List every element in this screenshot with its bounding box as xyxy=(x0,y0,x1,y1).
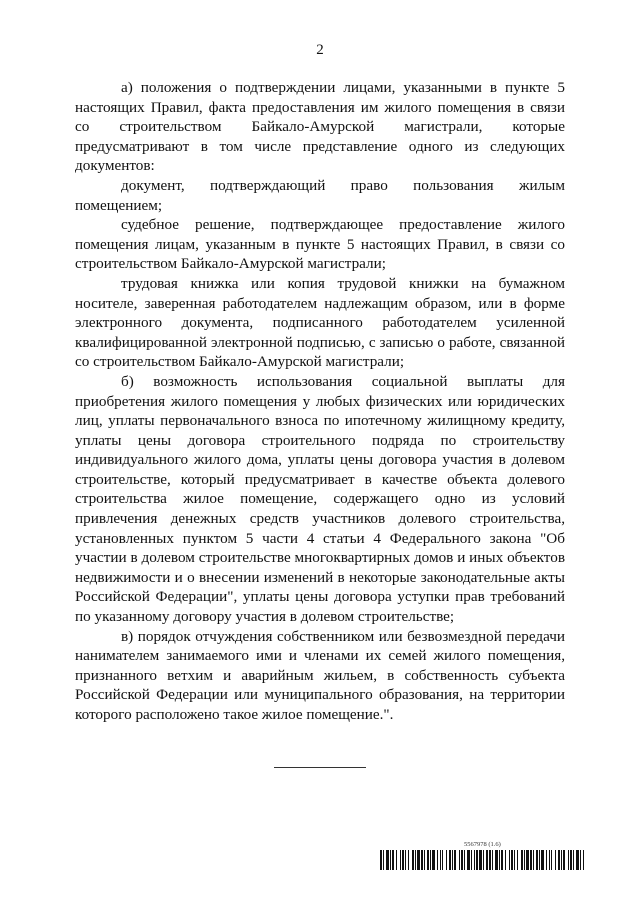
barcode-bar xyxy=(492,850,493,870)
barcode-bar xyxy=(486,850,488,870)
barcode-bar xyxy=(509,850,510,870)
barcode-bar xyxy=(539,850,540,870)
barcode-bar xyxy=(483,850,484,870)
barcode-bar xyxy=(396,850,397,870)
barcode-bar xyxy=(576,850,579,870)
barcode-bar xyxy=(440,850,441,870)
barcode-bar xyxy=(555,850,556,870)
barcode-bar xyxy=(501,850,503,870)
barcode-bar xyxy=(558,850,560,870)
barcode-bar xyxy=(412,850,414,870)
barcode-bar xyxy=(459,850,460,870)
barcode-bar xyxy=(479,850,482,870)
barcode-bar xyxy=(561,850,562,870)
barcode-bar xyxy=(408,850,409,870)
barcode-bar xyxy=(533,850,534,870)
barcode-bar xyxy=(514,850,515,870)
barcode-bar xyxy=(476,850,478,870)
end-of-text-rule xyxy=(274,767,366,768)
barcode-bar xyxy=(524,850,525,870)
barcode-bar xyxy=(546,850,547,870)
barcode-bar xyxy=(536,850,538,870)
barcode-bar xyxy=(551,850,552,870)
barcode-bar xyxy=(530,850,532,870)
barcode-bar xyxy=(467,850,470,870)
barcode-bar xyxy=(446,850,447,870)
barcode-bar xyxy=(386,850,389,870)
barcode-bar xyxy=(511,850,513,870)
barcode-bar xyxy=(517,850,518,870)
list-item-employment-record: трудовая книжка или копия трудовой книжки на бумажном носителе, заверенная работодателем надлежащим образом, или в форме электронного документа, подписанного работодателем усиленной квалифицированной электронной подписью, с записью о работе, связанной со строительством Байкало-Амурской магистрали; xyxy=(75,274,565,371)
barcode-bar xyxy=(461,850,463,870)
barcode-bar xyxy=(521,850,523,870)
list-item-court-decision: судебное решение, подтверждающее предоставление жилого помещения лицам, указанным в пункте 5 настоящих Правил, в связи со строительством Байкало-Амурской магистрали; xyxy=(75,216,565,273)
barcode-bar xyxy=(549,850,550,870)
barcode-bar xyxy=(471,850,472,870)
barcode-bar xyxy=(390,850,391,870)
barcode-bar xyxy=(442,850,443,870)
barcode-bar xyxy=(464,850,465,870)
barcode-icon xyxy=(380,850,585,870)
barcode-bar xyxy=(570,850,572,870)
page-number: 2 xyxy=(316,42,324,58)
barcode-bar xyxy=(474,850,475,870)
paragraph-b: б) возможность использования социальной выплаты для приобретения жилого помещения у любых физических или юридических лиц, уплаты первоначального взноса по ипотечному жилищному кредиту, уплаты цены договора строительного подряда по строительству индивидуального жилого дома, уплаты цены договора участия в долевом строительстве, который предусматривает в качестве объекта долевого строительства жилое помещение, содержащего одно из условий привлечения денежных средств участников долевого строительства, установленных пунктом 5 части 4 статьи 4 Федерального закона "Об участии в долевом строительстве многоквартирных домов и иных объектов недвижимости и о внесении изменений в некоторые законодательные акты Российской Федерации", уплаты цены договора уступки прав требований по указанному договору участия в долевом строительстве; xyxy=(75,372,565,626)
paragraph-v: в) порядок отчуждения собственником или безвозмездной передачи нанимателем занимаемого ими и членами их семей жилого помещения, признанного ветхим и аварийным жильем, в собственность субъекта Российской Федерации или муниципального образования, на территории которого расположено такое жилое помещение.". xyxy=(75,627,565,723)
barcode-bar xyxy=(421,850,423,870)
barcode-bar xyxy=(573,850,574,870)
barcode-bar xyxy=(499,850,500,870)
barcode-bar xyxy=(424,850,425,870)
document-body xyxy=(75,78,565,725)
barcode-bar xyxy=(380,850,382,870)
barcode-bar xyxy=(452,850,453,870)
barcode-bar xyxy=(563,850,565,870)
barcode-bar xyxy=(568,850,569,870)
barcode-bar xyxy=(392,850,394,870)
barcode-bar xyxy=(495,850,498,870)
barcode-bar xyxy=(505,850,506,870)
barcode-bar xyxy=(405,850,406,870)
barcode-bar xyxy=(417,850,420,870)
barcode-bar xyxy=(400,850,401,870)
barcode-bar xyxy=(489,850,491,870)
list-item-document: документ, подтверждающий право пользования жилым помещением; xyxy=(75,176,565,214)
barcode-bar xyxy=(402,850,404,870)
barcode-bar xyxy=(437,850,438,870)
barcode-bar xyxy=(383,850,384,870)
barcode-bar xyxy=(541,850,544,870)
barcode-bar xyxy=(449,850,451,870)
paragraph-a: а) положения о подтверждении лицами, указанными в пункте 5 настоящих Правил, факта предоставления им жилого помещения в связи со строительством Байкало-Амурской магистрали, которые предусматривают в том числе представление одного из следующих документов: xyxy=(75,79,565,175)
barcode-bar xyxy=(454,850,456,870)
document-code: 5567978 (1.6) xyxy=(464,841,501,848)
barcode-bar xyxy=(580,850,581,870)
barcode-bar xyxy=(526,850,529,870)
barcode-bar xyxy=(427,850,429,870)
barcode-bar xyxy=(432,850,435,870)
barcode-bar xyxy=(583,850,584,870)
barcode-bar xyxy=(415,850,416,870)
barcode-bar xyxy=(430,850,431,870)
